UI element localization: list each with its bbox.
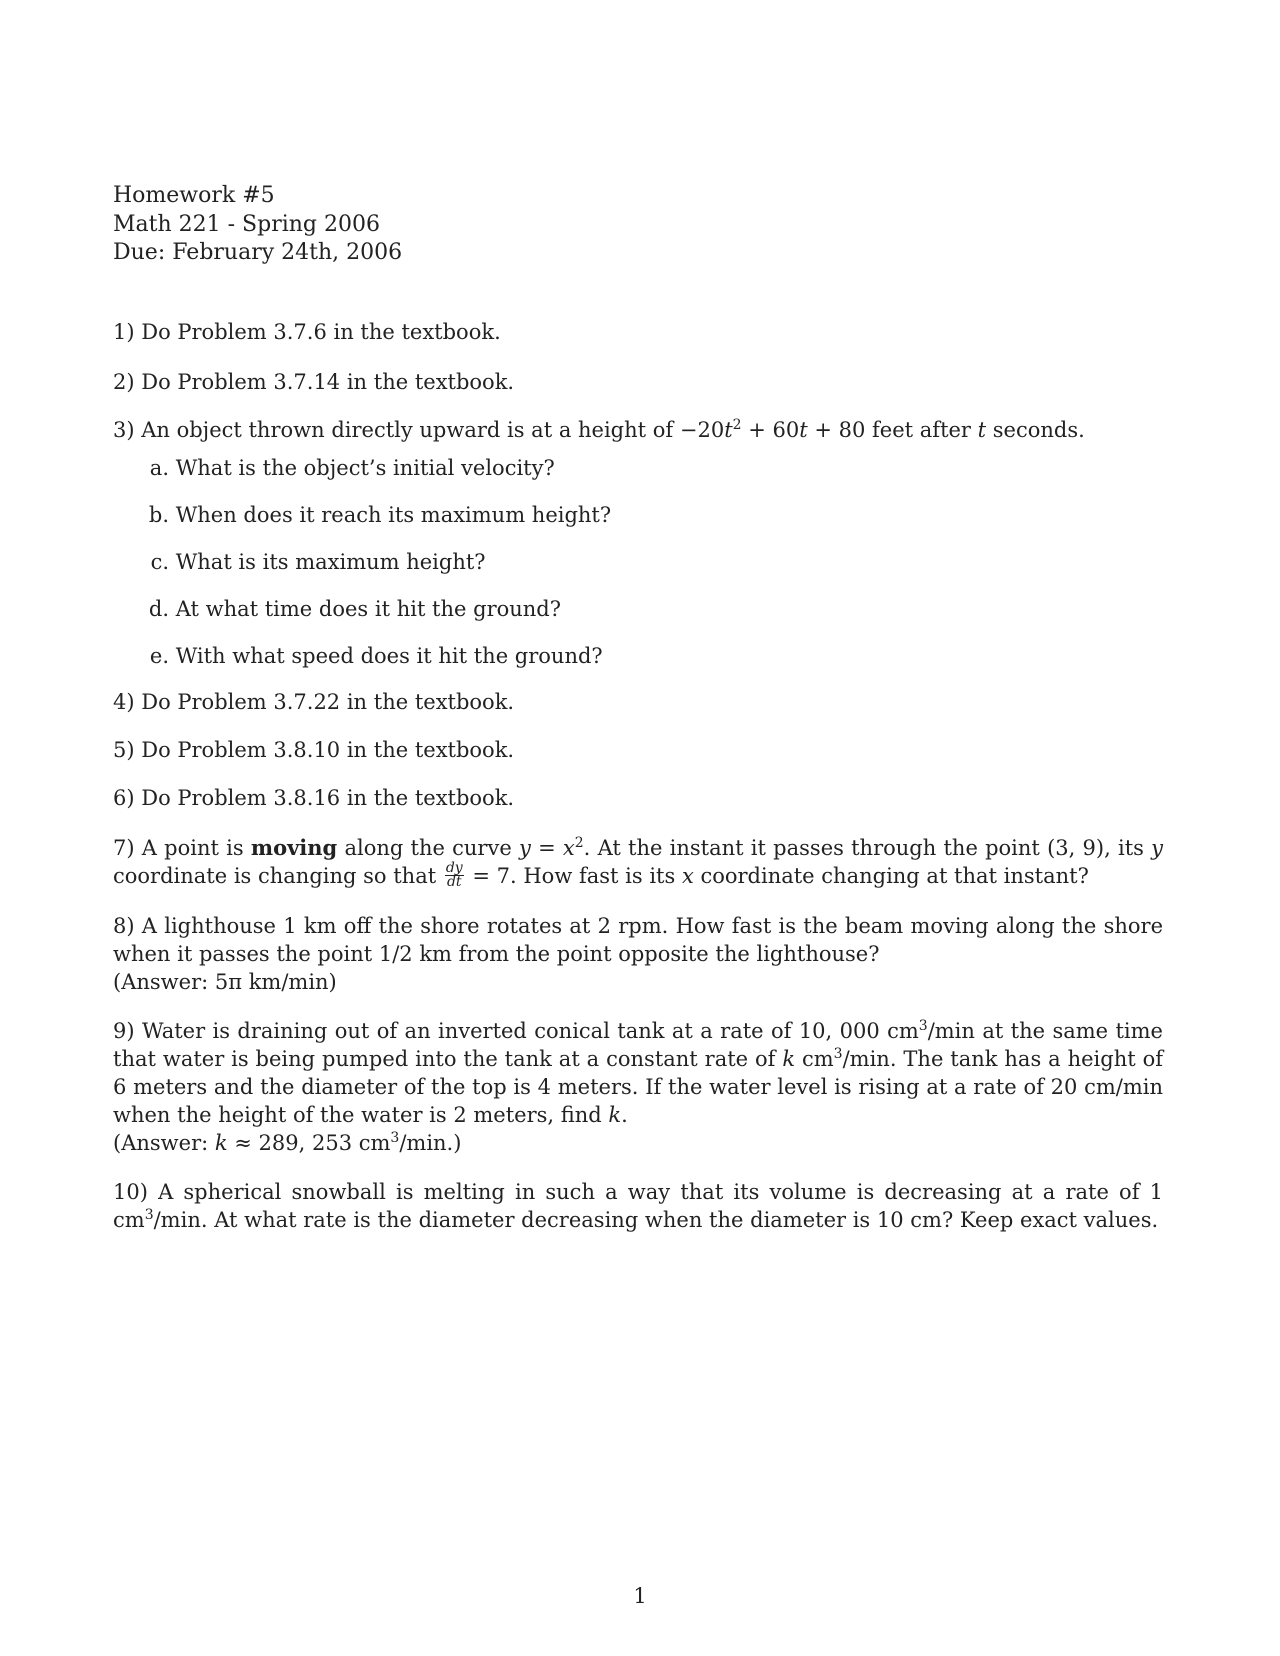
problem-list <box>113 318 1163 1256</box>
problem-5-text: 5) Do Problem 3.8.10 in the textbook. <box>113 738 515 762</box>
problem-10 <box>113 1178 1163 1234</box>
homework-title: Homework #5 <box>113 183 275 208</box>
problem-2 <box>113 368 1163 396</box>
problem-1 <box>113 318 1163 346</box>
problem-3-subparts <box>113 454 1163 670</box>
subpart-e: e. With what speed does it hit the ground? <box>149 644 603 668</box>
problem-8 <box>113 912 1163 996</box>
problem-2-text: 2) Do Problem 3.7.14 in the textbook. <box>113 370 515 394</box>
problem-4 <box>113 688 1163 716</box>
problem-9-answer: (Answer: k ≈ 289, 253 $cm^3/\min$.) <box>113 1130 462 1155</box>
problem-3-text: 3) An object thrown directly upward is at a height of $-20t^2 + 60t + 80$ feet after t seconds. <box>113 417 1085 442</box>
course-name: Math 221 - Spring 2006 <box>113 211 380 237</box>
document-header <box>113 182 402 268</box>
problem-7 <box>113 834 1163 891</box>
subpart-c: c. What is its maximum height? <box>150 550 486 574</box>
subpart-a: a. What is the object’s initial velocity? <box>149 456 555 480</box>
problem-8-text: 8) A lighthouse 1 km off the shore rotates at 2 rpm. How fast is the beam moving along the shore when it passes the point 1/2 km from the point opposite the lighthouse? <box>113 914 1163 966</box>
problem-9-text: 9) Water is draining out of an inverted conical tank at a rate of 10, 000 $cm^3/\min$ at the same time that water is being pumped into the tank at a constant rate of k $cm^3/\min$. The tank has a height of 6 meters and the diameter of the top is 4 meters. If the water level is rising at a rate of 20 cm/min when the height of the water is 2 meters, find k. <box>113 1018 1163 1127</box>
problem-1-text: 1) Do Problem 3.7.6 in the textbook. <box>113 320 501 344</box>
problem-7-text: 7) A point is moving along the curve $y = x^2$. At the instant it passes through the point (3, 9), its y coordinate is changing so that $\frac{dy}{dt}$ = 7. How fast is its x coordinate changing at that instant? <box>113 835 1164 890</box>
problem-3 <box>113 416 1163 670</box>
problem-4-text: 4) Do Problem 3.7.22 in the textbook. <box>113 690 515 714</box>
problem-9 <box>113 1017 1163 1157</box>
subpart-d: d. At what time does it hit the ground? <box>148 597 561 621</box>
subpart-b: b. When does it reach its maximum height? <box>148 503 612 527</box>
problem-6 <box>113 784 1163 812</box>
problem-6-text: 6) Do Problem 3.8.16 in the textbook. <box>113 786 515 810</box>
problem-10-text: 10) A spherical snowball is melting in such a way that its volume is decreasing at a rate of 1 $cm^3/\min$. At what rate is the diameter decreasing when the diameter is 10 cm? Keep exact values. <box>113 1180 1163 1232</box>
page-number: 1 <box>633 1584 647 1608</box>
problem-5 <box>113 736 1163 764</box>
problem-8-answer: (Answer: 5π km/min) <box>113 970 337 994</box>
dy-dt-fraction: $\frac{dy}{dt}$ <box>445 860 463 890</box>
due-date: Due: February 24th, 2006 <box>113 240 403 265</box>
